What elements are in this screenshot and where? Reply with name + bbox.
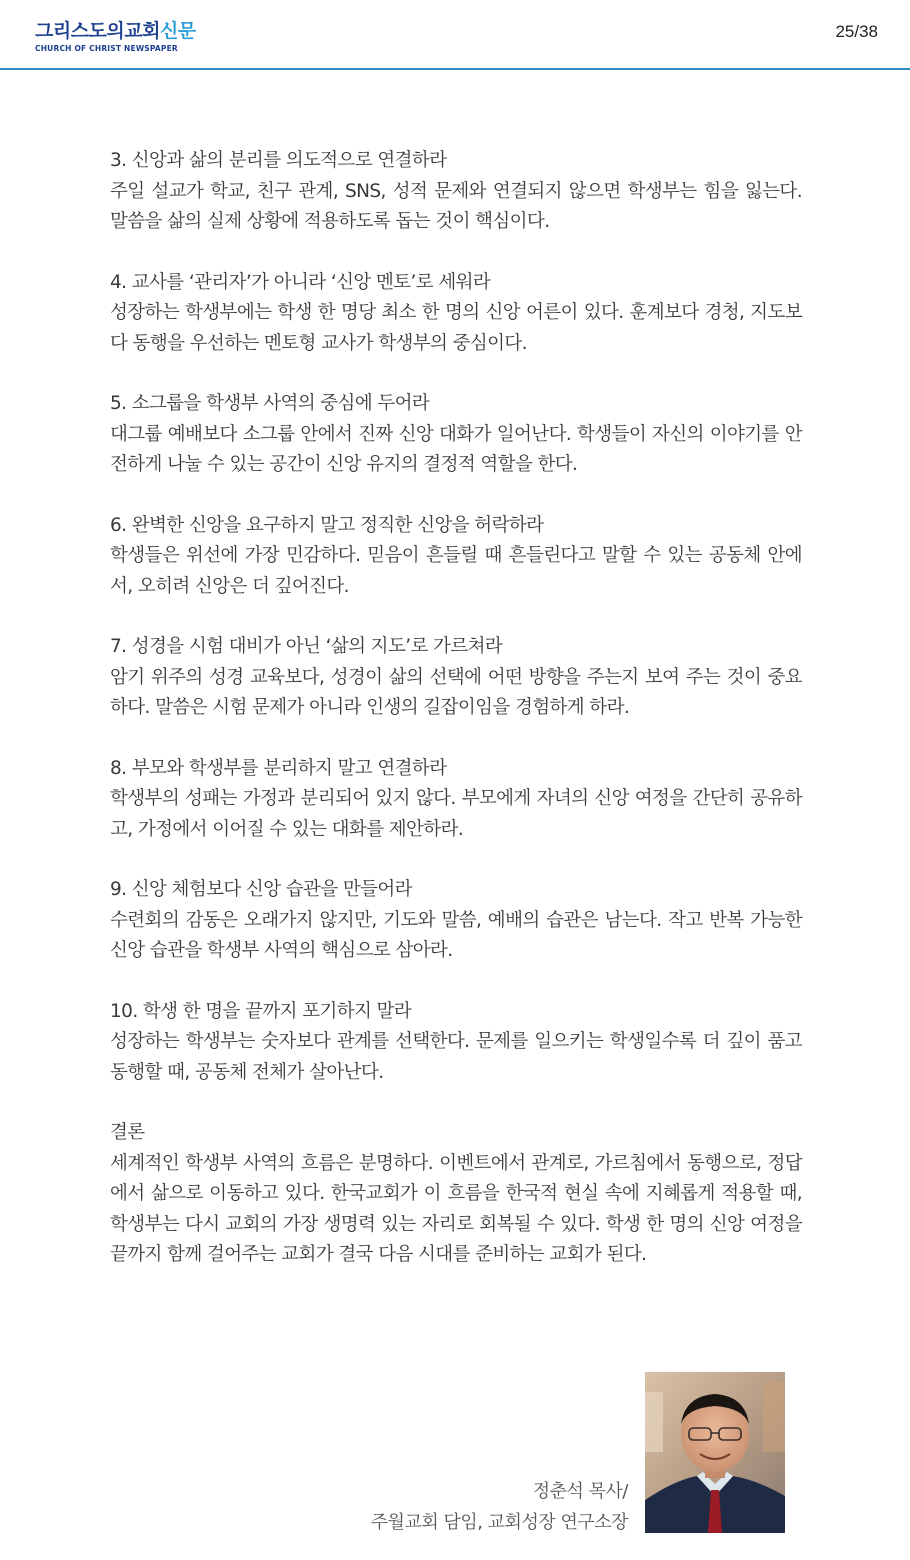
author-portrait-image [645, 1372, 785, 1533]
logo-subtitle: CHURCH OF CHRIST NEWSPAPER [35, 44, 178, 53]
article-section [110, 875, 802, 967]
section-paragraph: 성장하는 학생부는 숫자보다 관계를 선택한다. 문제를 일으키는 학생일수록 더 깊이 품고 동행할 때, 공동체 전체가 살아난다. [110, 1031, 802, 1083]
article-section [110, 268, 802, 360]
article-body [110, 146, 802, 1301]
section-paragraph: 대그룹 예배보다 소그룹 안에서 진짜 신앙 대화가 일어난다. 학생들이 자신의 이야기를 안전하게 나눌 수 있는 공간이 신앙 유지의 결정적 역할을 한다. [110, 423, 802, 475]
section-heading: 6. 완벽한 신앙을 요구하지 말고 정직한 신앙을 허락하라 [110, 514, 544, 536]
article-section [110, 754, 802, 846]
section-paragraph: 주일 설교가 학교, 친구 관계, SNS, 성적 문제와 연결되지 않으면 학생부는 힘을 잃는다. 말씀을 삶의 실제 상황에 적용하도록 돕는 것이 핵심이다. [110, 180, 802, 232]
section-heading: 9. 신앙 체험보다 신앙 습관을 만들어라 [110, 879, 412, 900]
section-paragraph: 세계적인 학생부 사역의 흐름은 분명하다. 이벤트에서 관계로, 가르침에서 동행으로, 정답에서 삶으로 이동하고 있다. 한국교회가 이 흐름을 한국적 현실 속에 지혜롭게 적용할 때, 학생부는 다시 교회의 가장 생명력 있는 자리로 회복될 수 있다. 학생 한 명의 신앙 여정을 끝까지 함께 걸어주는 교회가 결국 다음 시대를 준비하는 교회가 된다. [110, 1152, 802, 1265]
section-heading: 4. 교사를 ‘관리자’가 아니라 ‘신앙 멘토’로 세워라 [110, 271, 491, 293]
logo-wordmark-primary: 그리스도의교회 [35, 20, 160, 42]
author-byline [371, 1476, 628, 1538]
article-section [110, 511, 802, 603]
page-number: 25/38 [835, 22, 878, 41]
section-heading: 3. 신앙과 삶의 분리를 의도적으로 연결하라 [110, 150, 447, 171]
logo-wordmark-accent: 신문 [159, 20, 196, 42]
author-title: 주월교회 담임, 교회성장 연구소장 [370, 1512, 628, 1533]
section-heading: 5. 소그룹을 학생부 사역의 중심에 두어라 [110, 393, 430, 414]
page-header [0, 0, 910, 71]
section-paragraph: 수련회의 감동은 오래가지 않지만, 기도와 말씀, 예배의 습관은 남는다. 작고 반복 가능한 신앙 습관을 학생부 사역의 핵심으로 삼아라. [110, 909, 802, 961]
section-paragraph: 성장하는 학생부에는 학생 한 명당 최소 한 명의 신앙 어른이 있다. 훈계보다 경청, 지도보다 동행을 우선하는 멘토형 교사가 학생부의 중심이다. [110, 302, 802, 354]
section-paragraph: 학생들은 위선에 가장 민감하다. 믿음이 흔들릴 때 흔들린다고 말할 수 있는 공동체 안에서, 오히려 신앙은 더 깊어진다. [110, 545, 802, 597]
section-paragraph: 학생부의 성패는 가정과 분리되어 있지 않다. 부모에게 자녀의 신앙 여정을 간단히 공유하고, 가정에서 이어질 수 있는 대화를 제안하라. [110, 788, 802, 840]
section-heading: 10. 학생 한 명을 끝까지 포기하지 말라 [110, 1000, 412, 1022]
section-heading: 8. 부모와 학생부를 분리하지 말고 연결하라 [110, 757, 447, 779]
author-photo [645, 1372, 785, 1533]
article-section [110, 146, 802, 238]
conclusion-section [110, 1118, 802, 1271]
article-section [110, 389, 802, 481]
section-paragraph: 암기 위주의 성경 교육보다, 성경이 삶의 선택에 어떤 방향을 주는지 보여 주는 것이 중요하다. 말씀은 시험 문제가 아니라 인생의 길잡이임을 경험하게 하라. [110, 666, 802, 718]
newspaper-logo[interactable] [35, 20, 196, 53]
section-heading: 7. 성경을 시험 대비가 아닌 ‘삶의 지도’로 가르쳐라 [110, 636, 503, 657]
article-section [110, 632, 802, 724]
section-heading: 결론 [110, 1122, 145, 1143]
logo-wordmark [35, 20, 196, 42]
header-divider [0, 68, 910, 70]
author-name: 정춘석 목사/ [532, 1481, 628, 1502]
article-section [110, 997, 802, 1089]
